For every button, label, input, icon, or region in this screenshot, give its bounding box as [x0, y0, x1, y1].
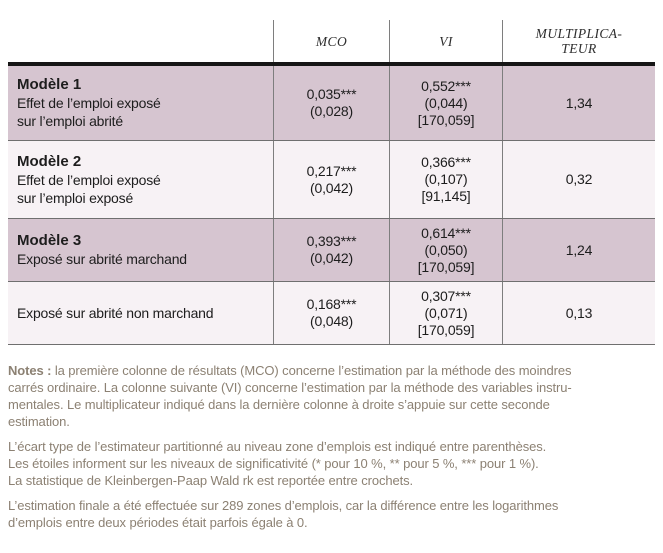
vi-cell: [390, 66, 503, 140]
table-row-abrite-non-marchand: [8, 282, 655, 345]
results-table: [8, 20, 655, 345]
multiplicateur-cell: [503, 219, 655, 281]
mco-stderr: (0,042): [310, 250, 353, 266]
notes-paragraph-2: [8, 438, 660, 489]
table-row-modele-2: [8, 141, 655, 219]
notes-line: Les étoiles informent sur les niveaux de significativité (* pour 10 %, ** pour 5 %, *** pour 1 %).: [8, 456, 539, 471]
row-label-cell: [8, 141, 274, 218]
notes-paragraph-3: [8, 497, 660, 531]
model-subtitle: Effet de l’emploi exposé: [17, 171, 161, 188]
mco-cell: [274, 66, 390, 140]
vi-cell: [390, 219, 503, 281]
multiplicateur-cell: [503, 66, 655, 140]
header-label-multiplicateur-line1: MULTIPLICA-: [535, 26, 623, 41]
header-label-multiplicateur-line2: TEUR: [561, 41, 597, 56]
mco-estimate: 0,035***: [306, 86, 357, 102]
header-cell-multiplicateur: [503, 20, 655, 62]
notes-paragraph-1: [8, 362, 660, 430]
notes-line: La statistique de Kleinbergen-Paap Wald rk est reportée entre crochets.: [8, 473, 414, 488]
multiplicateur-value: 1,34: [565, 94, 593, 111]
vi-kp-stat: [170,059]: [417, 111, 475, 128]
multiplicateur-value: 0,32: [565, 171, 593, 187]
mco-cell: [274, 219, 390, 281]
mco-stderr: (0,048): [310, 313, 353, 329]
vi-stderr: (0,044): [424, 94, 468, 111]
row-label-cell: [8, 66, 274, 140]
vi-estimate: 0,614***: [421, 224, 471, 241]
model-subtitle: sur l’emploi abrité: [17, 113, 123, 129]
model-subtitle: sur l’emploi exposé: [17, 189, 134, 206]
model-title: Modèle 2: [17, 152, 82, 170]
vi-kp-stat: [170,059]: [417, 321, 475, 338]
notes-line: estimation.: [8, 414, 70, 429]
vi-estimate: 0,307***: [421, 287, 471, 304]
notes-line: L’écart type de l’estimateur partitionné au niveau zone d’emplois est indiqué entre parenthèses.: [8, 439, 547, 454]
header-cell-empty: [8, 20, 274, 62]
multiplicateur-cell: [503, 282, 655, 344]
header-cell-mco: [274, 20, 390, 62]
model-subtitle: Exposé sur abrité marchand: [17, 251, 187, 267]
table-header-row: [8, 20, 655, 62]
mco-stderr: (0,042): [310, 179, 353, 196]
mco-cell: [274, 282, 390, 344]
row-label-cell: [8, 282, 274, 344]
notes-line: L’estimation finale a été effectuée sur 289 zones d’emplois, car la différence entre les logarithmes: [8, 498, 559, 513]
table-notes: [8, 362, 660, 531]
vi-stderr: (0,050): [424, 241, 468, 258]
vi-kp-stat: [170,059]: [417, 258, 475, 275]
notes-line: d’emplois entre deux périodes était parfois égale à 0.: [8, 515, 308, 530]
vi-stderr: (0,071): [424, 304, 468, 321]
notes-line: mentales. Le multiplicateur indiqué dans la dernière colonne à droite s’appuie sur cette seconde: [8, 397, 550, 412]
vi-estimate: 0,552***: [421, 77, 471, 94]
header-label-vi: VI: [439, 33, 453, 49]
vi-cell: [390, 141, 503, 218]
notes-text: la première colonne de résultats (MCO) concerne l’estimation par la méthode des moindres: [51, 363, 572, 378]
multiplicateur-value: 0,13: [565, 304, 593, 321]
table-row-modele-1: [8, 66, 655, 141]
vi-cell: [390, 282, 503, 344]
notes-line: carrés ordinaire. La colonne suivante (VI) concerne l’estimation par la méthode des variables instru-: [8, 380, 572, 395]
notes-line: [8, 362, 660, 379]
notes-label: Notes :: [8, 363, 52, 378]
mco-estimate: 0,217***: [306, 162, 357, 179]
mco-cell: [274, 141, 390, 218]
model-subtitle: Effet de l’emploi exposé: [17, 95, 161, 111]
header-cell-vi: [390, 20, 503, 62]
header-label-mco: MCO: [315, 33, 348, 49]
model-subtitle: Exposé sur abrité non marchand: [17, 305, 214, 321]
mco-estimate: 0,393***: [306, 233, 357, 249]
model-title: Modèle 3: [17, 232, 82, 249]
vi-kp-stat: [91,145]: [421, 188, 471, 204]
model-title: Modèle 1: [17, 76, 82, 93]
table-row-modele-3: [8, 219, 655, 282]
mco-stderr: (0,028): [310, 103, 353, 119]
mco-estimate: 0,168***: [306, 296, 357, 312]
row-label-cell: [8, 219, 274, 281]
vi-estimate: 0,366***: [421, 154, 471, 170]
multiplicateur-cell: [503, 141, 655, 218]
multiplicateur-value: 1,24: [565, 241, 593, 258]
vi-stderr: (0,107): [424, 171, 468, 187]
